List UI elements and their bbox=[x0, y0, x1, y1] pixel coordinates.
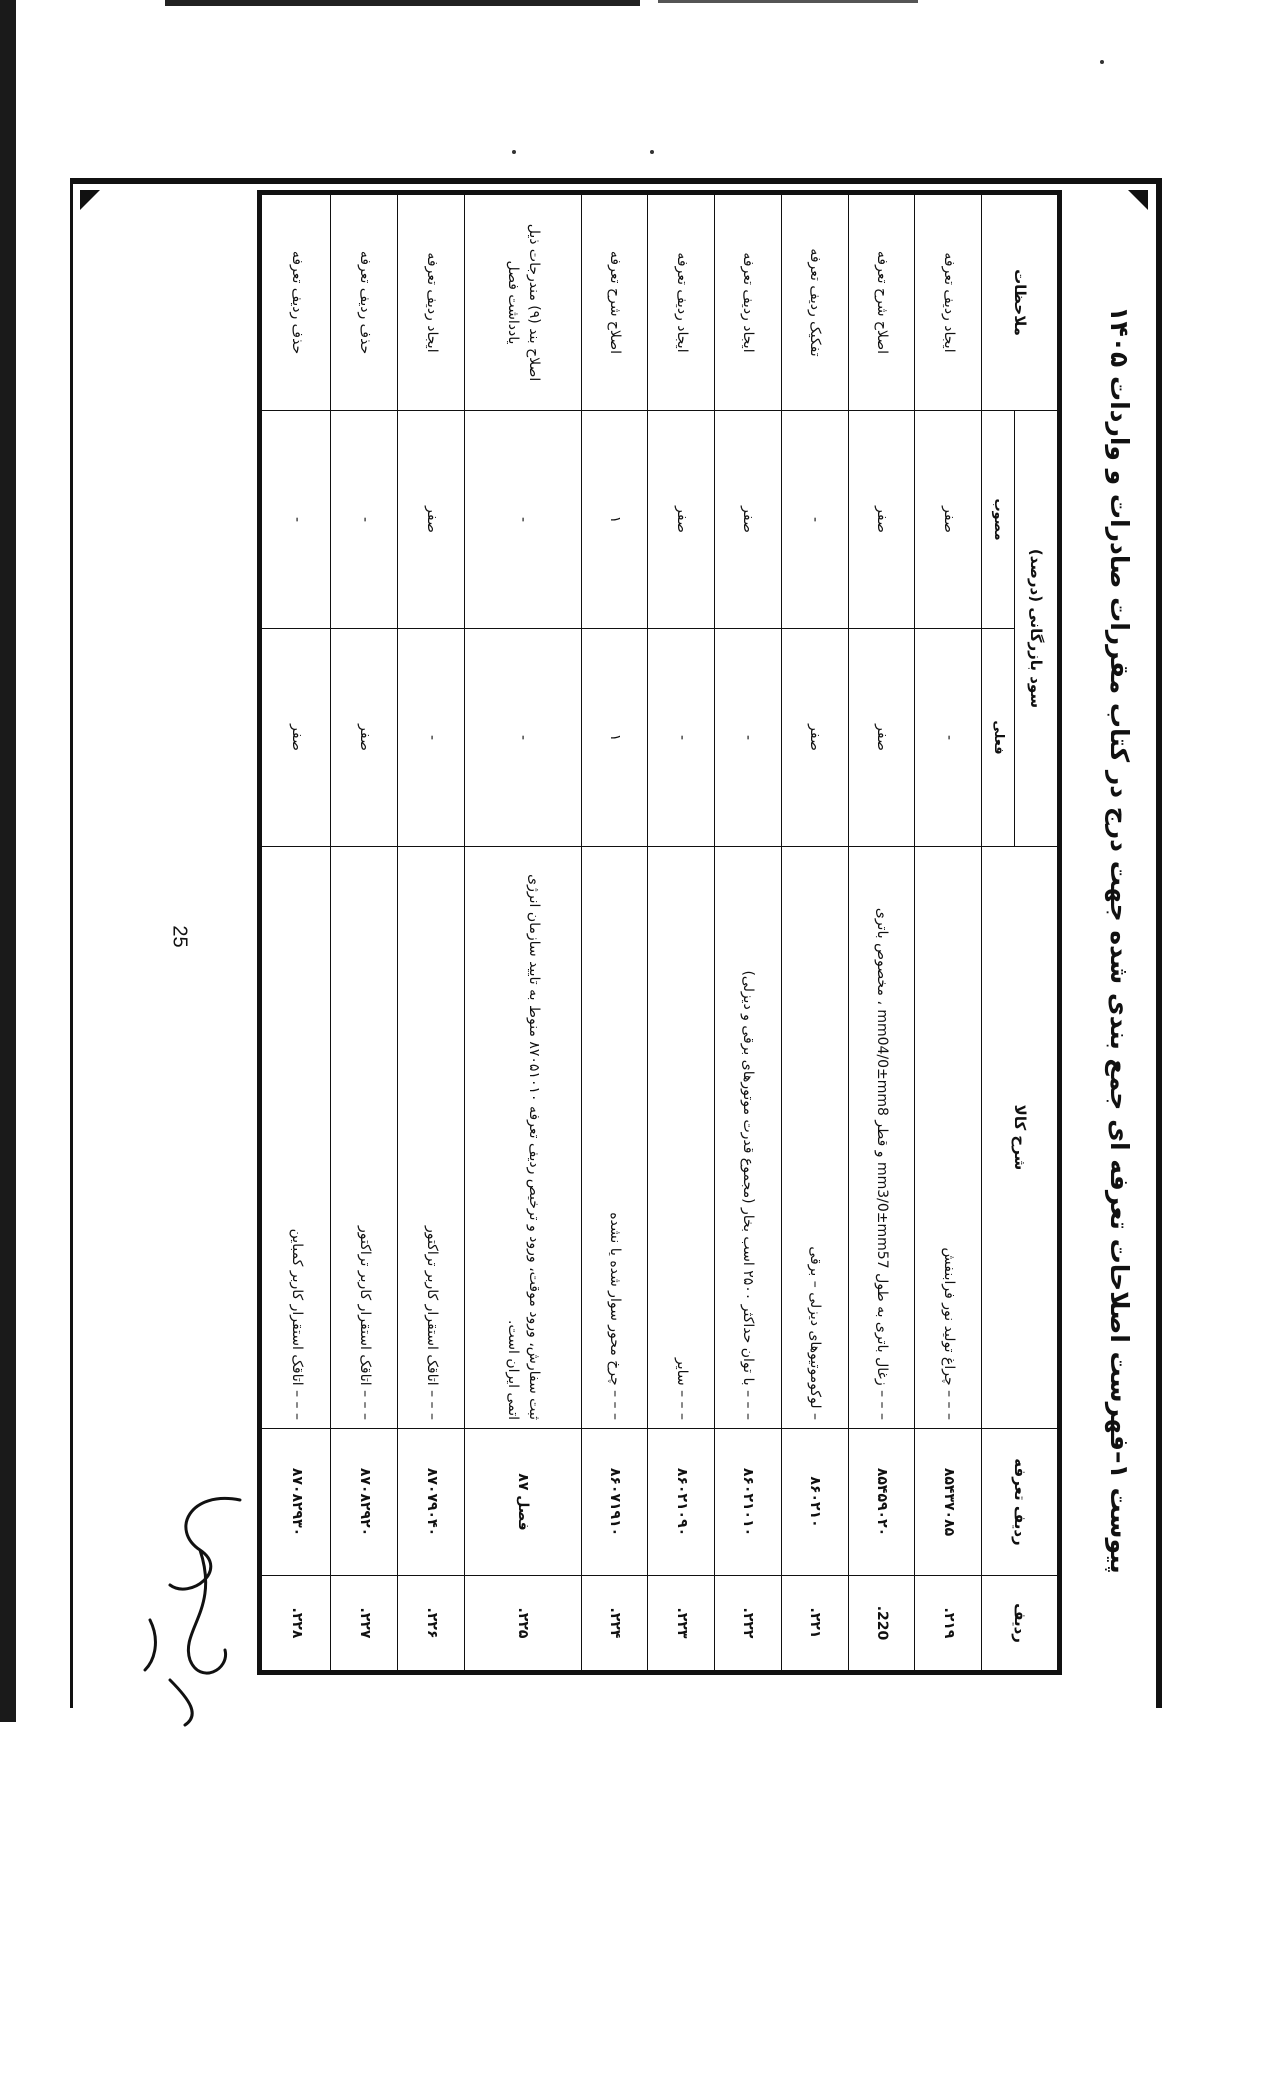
header-code: ردیف تعرفه bbox=[982, 1429, 1060, 1576]
cell-code: ۸۵۴۳۷۰۸۵ bbox=[915, 1429, 982, 1576]
cell-radif: ۲۱۹. bbox=[915, 1576, 982, 1673]
scan-left-border bbox=[0, 0, 16, 1722]
cell-code: ۸۶۰۷۱۹۱۰ bbox=[581, 1429, 648, 1576]
cell-notes: ایجاد ردیف تعرفه bbox=[398, 193, 465, 411]
cell-current: صفر bbox=[848, 629, 915, 847]
cell-radif: ۲۲۴. bbox=[581, 1576, 648, 1673]
cell-code: ۸۷۰۸۲۹۳۰ bbox=[260, 1429, 332, 1576]
cell-radif: ۲۲۳. bbox=[648, 1576, 715, 1673]
table-row bbox=[915, 193, 982, 1673]
cell-desc: – – – چرخ محور سوار شده یا نشده bbox=[581, 847, 648, 1429]
cell-code: ۸۶۰۲۱۰ bbox=[781, 1429, 848, 1576]
table-row bbox=[331, 193, 398, 1673]
cell-notes: اصلاح بند (۹) مندرجات ذیل یادداشت فصل bbox=[464, 193, 581, 411]
header-rates-group: سود بازرگانی (درصد) bbox=[1015, 411, 1060, 847]
cell-current: صفر bbox=[331, 629, 398, 847]
handwritten-signature bbox=[130, 1470, 270, 1730]
header-radif: ردیف bbox=[982, 1576, 1060, 1673]
tariff-amendments-table bbox=[257, 190, 1062, 1675]
cell-desc: – – – اتاقک استقرار کاربر کمباین bbox=[260, 847, 332, 1429]
cell-approved: صفر bbox=[715, 411, 782, 629]
cell-current: - bbox=[398, 629, 465, 847]
table-row bbox=[581, 193, 648, 1673]
cell-desc: – – – سایر bbox=[648, 847, 715, 1429]
page-title: پیوست ۱–فهرست اصلاحات تعرفه ای جمع بندی شده جهت درج در کتاب مقررات صادرات و واردات ۱۴۰۵ bbox=[1105, 306, 1134, 1574]
cell-approved: - bbox=[781, 411, 848, 629]
frame-corner bbox=[80, 190, 100, 210]
scan-top-mark bbox=[165, 0, 640, 6]
cell-notes: ایجاد ردیف تعرفه bbox=[715, 193, 782, 411]
cell-approved: - bbox=[464, 411, 581, 629]
cell-approved: صفر bbox=[648, 411, 715, 629]
cell-code: ۸۶۰۲۱۰۹۰ bbox=[648, 1429, 715, 1576]
header-desc: شرح کالا bbox=[982, 847, 1060, 1429]
cell-radif: ۲۲۸. bbox=[260, 1576, 332, 1673]
cell-code: ۸۵۴۵۹۰۲۰ bbox=[848, 1429, 915, 1576]
cell-approved: - bbox=[260, 411, 332, 629]
cell-approved: صفر bbox=[848, 411, 915, 629]
cell-desc: – – – اتاقک استقرار کاربر تراکتور bbox=[398, 847, 465, 1429]
table-row bbox=[848, 193, 915, 1673]
cell-current: - bbox=[715, 629, 782, 847]
cell-code: ۸۶۰۲۱۰۱۰ bbox=[715, 1429, 782, 1576]
cell-current: صفر bbox=[781, 629, 848, 847]
scan-speck bbox=[650, 150, 654, 154]
cell-current: ۱ bbox=[581, 629, 648, 847]
table-row bbox=[464, 193, 581, 1673]
cell-radif: ۲۲۲. bbox=[715, 1576, 782, 1673]
cell-current: - bbox=[648, 629, 715, 847]
cell-code: فصل ۸۷ bbox=[464, 1429, 581, 1576]
cell-radif: 220. bbox=[848, 1576, 915, 1673]
rotated-page-content bbox=[242, 190, 1162, 1690]
header-approved: مصوب bbox=[982, 411, 1015, 629]
cell-desc: – – – با توان حداکثر ۲۵۰۰ اسب بخار (مجموع قدرت موتورهای برقی و دیزلی) bbox=[715, 847, 782, 1429]
table-row bbox=[715, 193, 782, 1673]
cell-approved: - bbox=[331, 411, 398, 629]
scan-speck bbox=[512, 150, 516, 154]
cell-code: ۸۷۰۸۲۹۲۰ bbox=[331, 1429, 398, 1576]
cell-desc: – – – چراغ تولید نور فرابنفش bbox=[915, 847, 982, 1429]
table-row bbox=[398, 193, 465, 1673]
cell-notes: تفکیک ردیف تعرفه bbox=[781, 193, 848, 411]
cell-radif: ۲۲۱. bbox=[781, 1576, 848, 1673]
cell-radif: ۲۲۶. bbox=[398, 1576, 465, 1673]
cell-current: - bbox=[464, 629, 581, 847]
cell-desc: ثبت سفارش، ورود موقت، ورود و ترخیص ردیف تعرفه ۸۷۰۵۱۰۱۰ منوط به تایید سازمان انرژی اتمی ایران است. bbox=[464, 847, 581, 1429]
cell-code: ۸۷۰۷۹۰۴۰ bbox=[398, 1429, 465, 1576]
header-notes: ملاحظات bbox=[982, 193, 1060, 411]
cell-desc: – – – زغال باتری به طول mm3/0±mm57 و قطر mm04/0±mm8 ، مخصوص باتری bbox=[848, 847, 915, 1429]
cell-approved: ۱ bbox=[581, 411, 648, 629]
cell-approved: صفر bbox=[398, 411, 465, 629]
cell-current: - bbox=[915, 629, 982, 847]
page-number: 25 bbox=[168, 925, 191, 948]
scan-top-mark bbox=[658, 0, 918, 3]
cell-desc: – – – اتاقک استقرار کاربر تراکتور bbox=[331, 847, 398, 1429]
table-row bbox=[648, 193, 715, 1673]
cell-desc: – لوکوموتیوهای دیزلی – برقی bbox=[781, 847, 848, 1429]
cell-notes: اصلاح شرح تعرفه bbox=[848, 193, 915, 411]
cell-notes: ایجاد ردیف تعرفه bbox=[648, 193, 715, 411]
cell-notes: ایجاد ردیف تعرفه bbox=[915, 193, 982, 411]
table-row bbox=[260, 193, 332, 1673]
scan-speck bbox=[1100, 60, 1104, 64]
cell-radif: ۲۲۵. bbox=[464, 1576, 581, 1673]
cell-notes: حذف ردیف تعرفه bbox=[331, 193, 398, 411]
cell-current: صفر bbox=[260, 629, 332, 847]
cell-radif: ۲۲۷. bbox=[331, 1576, 398, 1673]
table-row bbox=[781, 193, 848, 1673]
cell-notes: حذف ردیف تعرفه bbox=[260, 193, 332, 411]
cell-approved: صفر bbox=[915, 411, 982, 629]
cell-notes: اصلاح شرح تعرفه bbox=[581, 193, 648, 411]
header-current: فعلی bbox=[982, 629, 1015, 847]
